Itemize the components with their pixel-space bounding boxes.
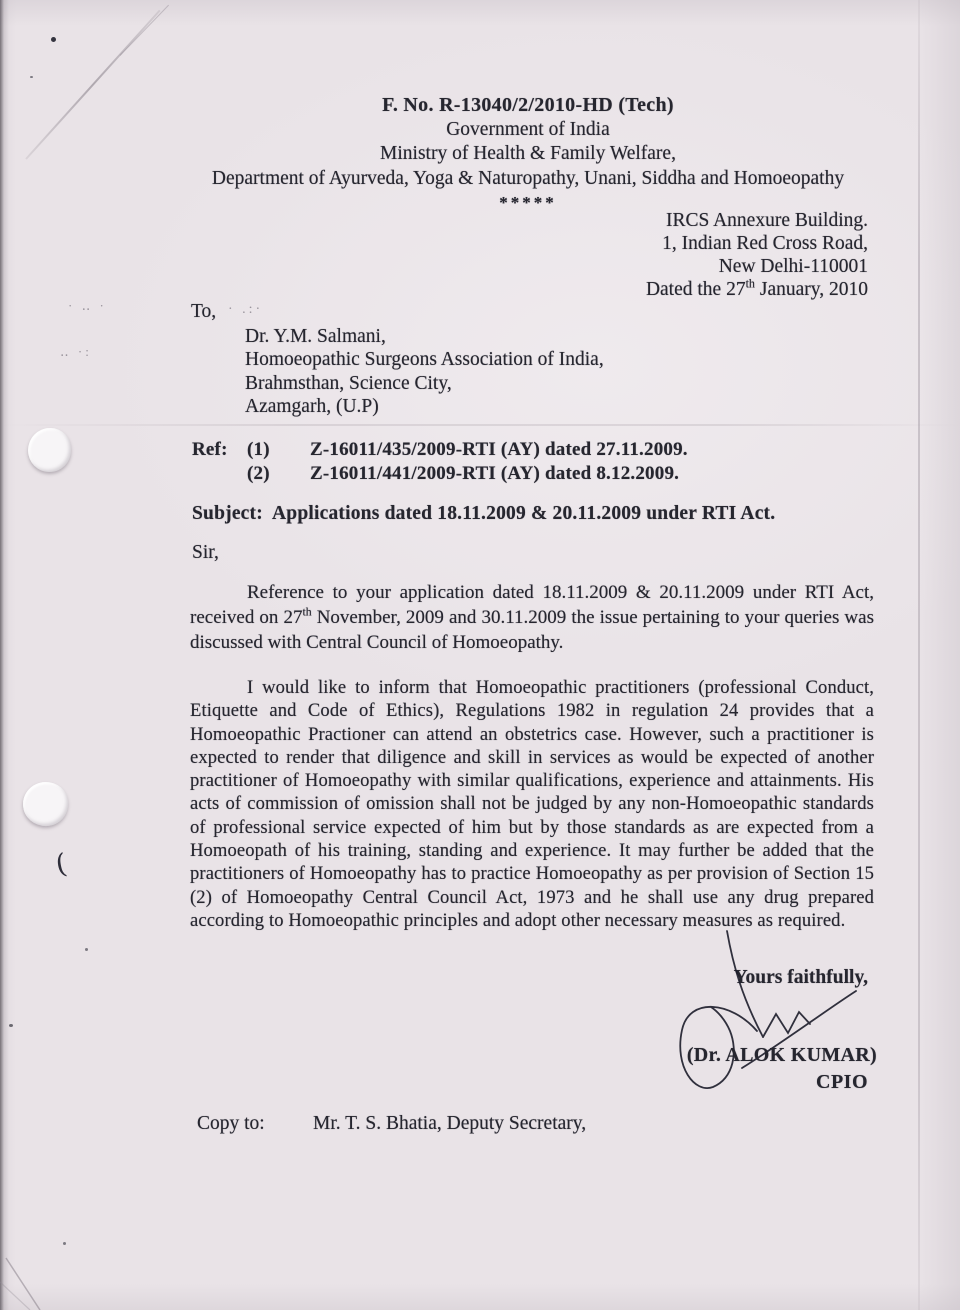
- letterhead-block: [96, 93, 960, 216]
- hole-punch-bottom: [20, 779, 71, 829]
- copy-to-label: Copy to:: [197, 1113, 265, 1134]
- recipient-org: Homoeopathic Surgeons Association of India,: [245, 349, 604, 371]
- ref-row-1: [192, 439, 688, 461]
- sender-street: 1, Indian Red Cross Road,: [662, 233, 868, 254]
- signatory-title: CPIO: [816, 1071, 868, 1093]
- ref-1-number: (1): [247, 439, 270, 460]
- to-scribble-marks: · .:·: [228, 302, 264, 317]
- pencil-margin-marks: · ‥ ·: [68, 298, 107, 313]
- letter-date: Dated the 27th January, 2010: [645, 276, 868, 300]
- body-paragraph-1: Reference to your application dated 18.11.2009 & 20.11.2009 under RTI Act, received on 27th November, 2009 and 30.11.2009 the issue pertaining to your queries was discussed with Central Council of Homoeopathy.: [190, 582, 874, 653]
- ink-speck: [85, 948, 88, 951]
- stars-separator: *****: [499, 193, 557, 212]
- sender-city: New Delhi-110001: [718, 256, 868, 277]
- hole-punch-top: [28, 428, 71, 472]
- ref-label: Ref:: [192, 439, 228, 460]
- horizontal-crease-band: [0, 424, 960, 426]
- org-line-government: Government of India: [446, 118, 610, 140]
- subject-line: Subject: Applications dated 18.11.2009 & 20.11.2009 under RTI Act.: [192, 503, 776, 524]
- recipient-address: Brahmsthan, Science City,: [245, 372, 452, 394]
- sender-address-block: [646, 209, 868, 301]
- ref-2-text: Z-16011/441/2009-RTI (AY) dated 8.12.2009.: [310, 463, 680, 484]
- pencil-margin-marks: ‥ ·:: [60, 344, 92, 359]
- recipient-name: Dr. Y.M. Salmani,: [245, 326, 386, 347]
- stray-pen-mark: (: [53, 848, 70, 881]
- body-paragraph-2: I would like to inform that Homoeopathic practitioners (professional Conduct, Etiquette and Code of Ethics), Regulations 1982 in regulation 24 provides that a Homoeopathic Practioner can attend an obstetrics case. However, such a practitioner is expected to render that diligence and skill in services as would be expected of another practitioner of Homoeopathy with similar qualifications, experience and attainments. His acts of commission of omission shall not be judged by any non-Homoeopathic standards of professional service expected of him but by those standards as are expected from a Homoeopath of his training, standing and experience. It may further be added that the practitioners of Homoeopathy has to practice Homoeopathy as per provision of Section 15 (2) of Homoeopathy Central Council Act, 1973 and he shall use any drug prepared according to Homoeopathic principles and adopt other necessary measures as required.: [190, 677, 874, 931]
- diagonal-crease-mark-upper: [120, 5, 169, 56]
- ref-2-number: (2): [247, 463, 270, 484]
- copy-to-value: Mr. T. S. Bhatia, Deputy Secretary,: [313, 1113, 587, 1134]
- ink-speck: [9, 1024, 13, 1027]
- org-line-department: Department of Ayurveda, Yoga & Naturopathy, Unani, Siddha and Homoeopathy: [211, 167, 845, 189]
- ref-1-text: Z-16011/435/2009-RTI (AY) dated 27.11.2009.: [310, 439, 688, 460]
- salutation: Sir,: [192, 542, 219, 563]
- closing-phrase: Yours faithfully,: [733, 967, 868, 988]
- org-line-ministry: Ministry of Health & Family Welfare,: [380, 143, 676, 164]
- to-label: To,: [191, 301, 217, 322]
- recipient-block: [245, 325, 604, 418]
- sender-building: IRCS Annexure Building.: [665, 210, 868, 231]
- ink-speck: [30, 76, 33, 78]
- ink-speck: [63, 1242, 66, 1245]
- bottom-left-fold-mark: [0, 1250, 60, 1310]
- signatory-name: (Dr. ALOK KUMAR): [686, 1044, 877, 1066]
- recipient-city: Azamgarh, (U.P): [245, 395, 379, 417]
- ink-speck: [51, 37, 56, 42]
- file-number: F. No. R-13040/2/2010-HD (Tech): [382, 94, 674, 116]
